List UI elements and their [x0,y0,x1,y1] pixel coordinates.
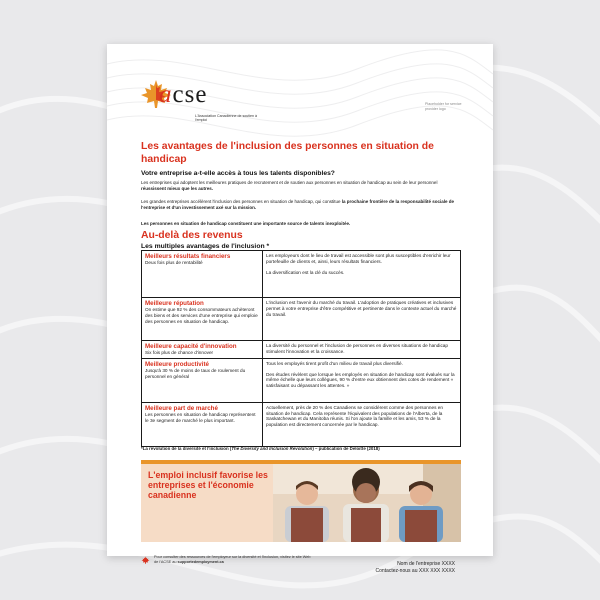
row-right-text: Des études révèlent que lorsque les employés en situation de handicap sont évalués sur la même échelle que leurs collègues, 90 % d'entre eux obtiennent des cotes de rendement « satisfaisant ou dépassant les attentes. » [266,371,455,389]
table-cell-right [263,402,461,446]
logo-tagline: L'Association Canadienne de soutien à l'emploi [195,114,258,123]
table-cell-left [142,358,263,402]
row-left-text: Deux fois plus de rentabilité [145,260,203,265]
company-contact: Contactez-nous au XXX XXX XXXX [375,568,455,574]
row-right-text: La diversification est la clé du succès. [266,269,345,275]
row-right-text: La diversité du personnel et l'inclusion de personnes en diverses situations de handicap stimulent l'innovation et la croissance. [266,343,448,354]
table-cell-right [263,298,461,341]
row-right-text: Les employeurs dont le lieu de travail est accessible sont plus susceptibles d'enrichir leur portefeuille de clients et, ainsi, leurs résultats financiers. [266,253,451,264]
promo-headline: L'emploi inclusif favorise les entreprises et l'économie canadienne [148,470,268,501]
row-title: Meilleurs résultats financiers [145,253,231,260]
table-row [142,298,461,341]
question-heading: Votre entreprise a-t-elle accès à tous les talents disponibles? [141,170,335,177]
row-right-text: Tous les employés tirent profit d'un milieu de travail plus diversifié. [266,360,403,366]
workers-photo [273,464,461,542]
promo-banner [141,460,461,542]
row-left-text: Jusqu'à 30 % de moins de taux de roulement du personnel en général [145,367,246,379]
table-cell-left [142,298,263,341]
table-cell-left [142,402,263,446]
resources-note: Pour consulter des ressources de l'employeur sur la diversité et l'inclusion, visitez le site Web de l'ACSE au supportedemployment.ca [154,555,311,564]
table-row [142,358,461,402]
company-contact-block [376,561,456,575]
company-name: Nom de l'entreprise XXXX [397,561,455,567]
row-title: Meilleure part de marché [145,404,218,412]
row-title: Meilleure réputation [145,300,204,307]
table-cell-left [142,251,263,298]
maple-leaf-icon [141,556,150,565]
row-title: Meilleure capacité d'innovation [145,343,237,350]
intro-paragraph-2: Les grandes entreprises accélèrent l'inclusion des personnes en situation de handicap, qui constitue la prochaine frontière de la responsabilité sociale de l'entreprise et d'un investissement axé sur la mission. [141,199,455,210]
logo-brand-text: acse [159,81,208,108]
provider-logo-placeholder: Placeholder for service provider logo [425,102,462,111]
section-subtitle: Les multiples avantages de l'inclusion * [141,243,270,250]
row-left-text: Six fois plus de chance d'innover [145,350,214,355]
table-cell-right [263,341,461,359]
table-cell-right [263,251,461,298]
website-link[interactable]: supportedemployment.ca [177,560,224,564]
flyer-page [107,44,493,574]
intro-paragraph-3: Les personnes en situation de handicap constituent une importante source de talents inexploitée. [141,221,351,226]
acse-logo [139,78,259,130]
row-left-text: Les personnes en situation de handicap représentent le 3e segment de marché le plus important. [145,411,256,423]
table-cell-left [142,341,263,359]
row-right-text: Actuellement, près de 20 % des Canadiens se considèrent comme des personnes en situation de handicap. Cela représente l'équivalent des populations de l'Alberta, de la Saskatchewan et du Manitoba réunis. Si l'on ajoute la famille et les amis, 53 % de la population est directement concernée par le handicap. [266,404,443,428]
table-cell-right [263,358,461,402]
intro-paragraph-1: Les entreprises qui adoptent les meilleures pratiques de recrutement et de soutien aux personnes en situation de handicap au sein de leur personnel réussissent mieux que les autres. [141,180,438,191]
row-left-text: On estime que 92 % des consommateurs achèteront des biens et des services d'une entreprise qui emploie des personnes en situation de handicap. [145,307,258,324]
table-row [142,402,461,446]
table-row [142,251,461,298]
page-title: Les avantages de l'inclusion des personnes en situation de handicap [141,141,434,165]
benefits-table [141,250,461,447]
row-right-text: L'inclusion est l'avenir du marché du travail. L'adoption de pratiques créatives et inclusives permet à votre entreprise d'être compétitive et pertinente dans le contexte actuel du marché du travail. [266,300,457,317]
table-footnote: *La révolution de la diversité et l'inclusion (The Diversity and Inclusion Revolution) – publication de Deloitte (2018) [141,446,380,451]
row-title: Meilleure productivité [145,360,209,368]
section-title: Au-delà des revenus [141,230,243,241]
table-row [142,341,461,359]
